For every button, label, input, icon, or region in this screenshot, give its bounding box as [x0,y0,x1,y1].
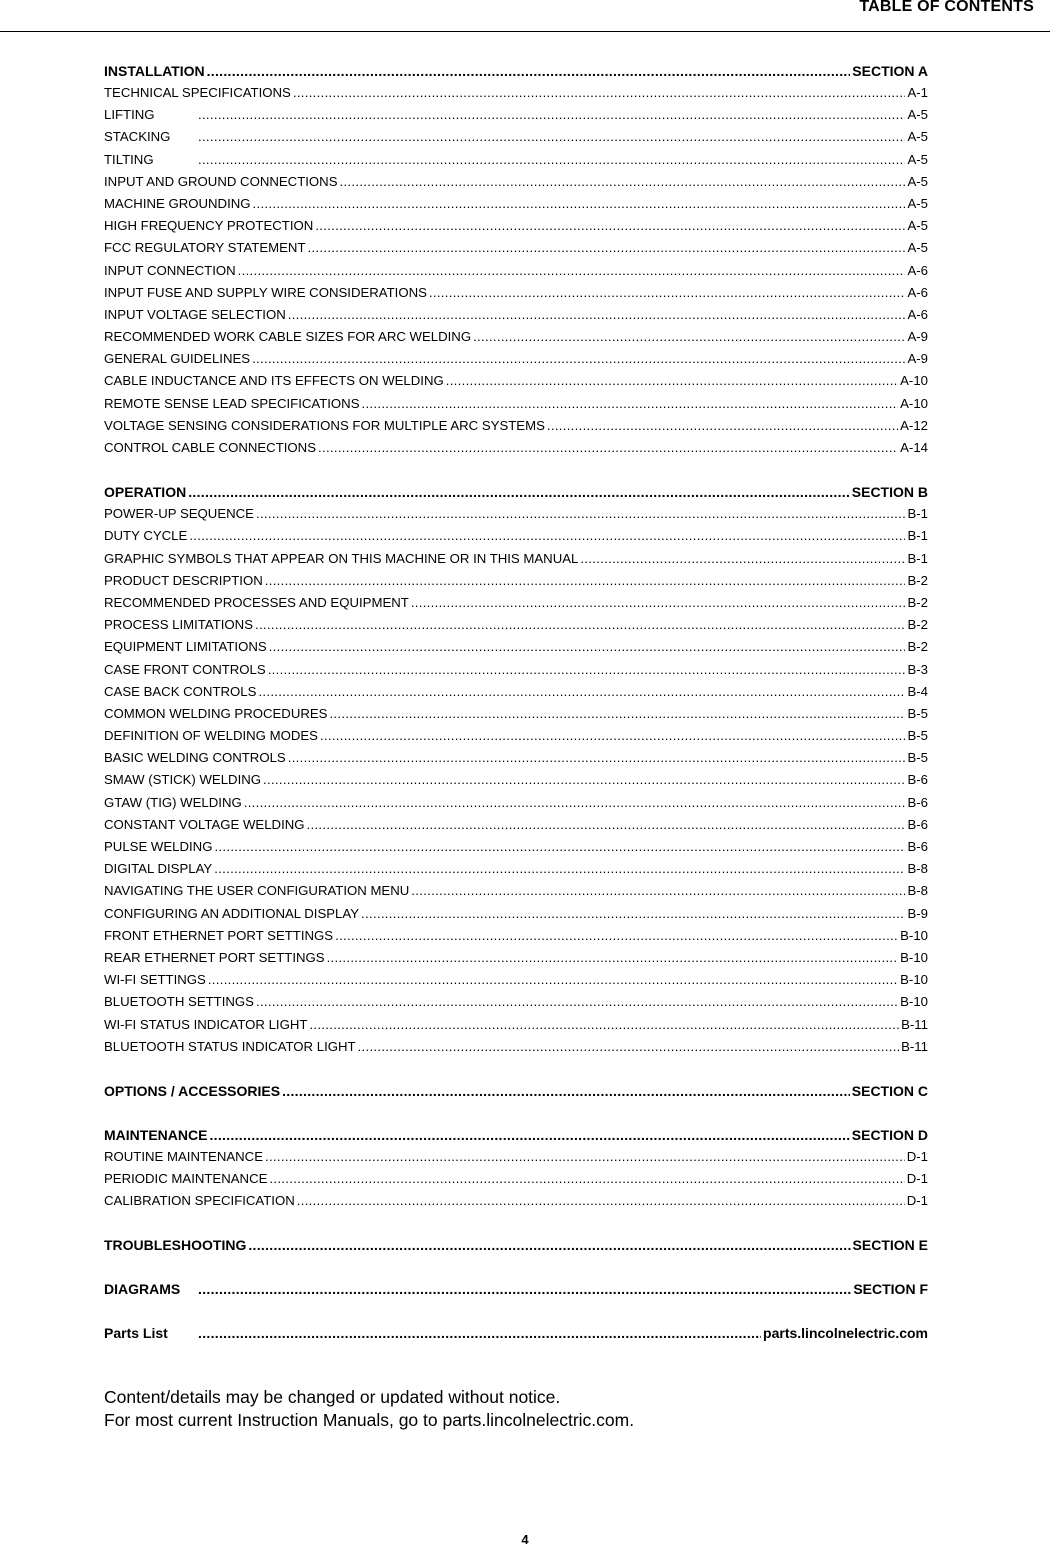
dot-leader [248,1234,850,1256]
toc-entry[interactable] [104,925,928,947]
toc-entry-page: B-1 [907,550,928,566]
toc-entry-title: INPUT CONNECTION [104,262,236,278]
toc-entry-page: A-10 [900,395,928,411]
toc-entry[interactable] [104,126,928,148]
toc-entry-page: SECTION B [851,484,928,501]
toc-entry-title: NAVIGATING THE USER CONFIGURATION MENU [104,883,410,899]
dot-leader [335,925,898,947]
toc-entry-page: B-6 [907,794,928,810]
toc-entry-title: FCC REGULATORY STATEMENT [104,240,306,256]
toc-entry[interactable] [104,370,928,392]
toc-entry[interactable] [104,1190,928,1212]
toc-entry[interactable] [104,215,928,237]
toc-section-b [104,481,928,1058]
toc-entry-title: INPUT AND GROUND CONNECTIONS [104,173,338,189]
toc-entry[interactable] [104,570,928,592]
toc-section-heading[interactable] [104,1124,928,1146]
toc-entry-title: CONSTANT VOLTAGE WELDING [104,816,305,832]
toc-entry-page: B-11 [901,1016,928,1032]
toc-entry-title: REAR ETHERNET PORT SETTINGS [104,949,325,965]
toc-entry-page: D-1 [906,1148,928,1164]
toc-entry-page: A-6 [907,262,928,278]
dot-leader [429,282,906,304]
dot-leader [327,947,899,969]
dot-leader [340,171,906,193]
toc-entry-page: B-6 [907,772,928,788]
toc-entry[interactable] [104,614,928,636]
toc-entry-page: B-1 [907,528,928,544]
dot-leader [256,503,905,525]
toc-entry-page: A-5 [907,107,928,123]
toc-entry[interactable] [104,304,928,326]
toc-entry-page: B-2 [907,617,928,633]
toc-entry-page: B-6 [907,839,928,854]
page-number: 4 [521,1532,529,1547]
toc-entry-title: ROUTINE MAINTENANCE [104,1148,263,1164]
toc-section-e [104,1234,928,1256]
dot-leader [198,1322,761,1344]
toc-entry[interactable] [104,991,928,1013]
toc-section-heading[interactable] [104,1322,928,1344]
toc-entry-title: BLUETOOTH STATUS INDICATOR LIGHT [104,1038,356,1054]
dot-leader [307,814,906,836]
update-notice [104,1386,634,1432]
toc-entry[interactable] [104,282,928,304]
toc-entry[interactable] [104,880,928,902]
toc-entry-page: A-5 [907,240,928,256]
toc-entry-title: CONTROL CABLE CONNECTIONS [104,440,317,455]
toc-entry[interactable] [104,415,928,437]
toc-entry-page: A-1 [907,85,928,100]
dot-leader [282,1080,850,1102]
toc-entry-page: B-5 [907,750,928,766]
toc-entry[interactable] [104,1036,928,1058]
toc-entry-page: B-3 [907,661,928,677]
toc-entry-page: B-8 [907,861,928,877]
toc-entry[interactable] [104,725,928,747]
toc-entry[interactable] [104,326,928,348]
dot-leader [293,82,906,104]
toc-entry-title: MACHINE GROUNDING [104,195,251,211]
dot-leader [258,681,905,703]
toc-entry-title: TROUBLESHOOTING [104,1237,247,1254]
dot-leader [198,1278,851,1300]
toc-entry-title: DEFINITION OF WELDING MODES [104,728,318,744]
dot-leader [207,60,851,82]
dot-leader [252,348,905,370]
toc-section-d [104,1124,928,1213]
toc-entry-title: INPUT FUSE AND SUPPLY WIRE CONSIDERATIONS [104,284,427,300]
dot-leader [198,149,905,171]
toc-entry-title: Parts List [104,1325,168,1342]
toc-entry-page: SECTION A [852,63,928,79]
dot-leader [320,725,906,747]
toc-entry-page: SECTION C [851,1082,928,1099]
toc-entry[interactable] [104,703,928,725]
dot-leader [269,1168,904,1190]
toc-entry-page: B-11 [901,1038,928,1054]
toc-entry[interactable] [104,592,928,614]
toc-entry-page: B-9 [907,905,928,921]
dot-leader [297,1190,905,1212]
toc-entry-title: CABLE INDUCTANCE AND ITS EFFECTS ON WELDING [104,373,444,389]
toc-entry-page: A-5 [907,151,928,167]
toc-entry-title: TECHNICAL SPECIFICATIONS [104,85,291,100]
notice-line-1: Content/details may be changed or updated without notice. [104,1387,561,1407]
toc-entry-title: INPUT VOLTAGE SELECTION [104,306,286,322]
toc-section-parts [104,1322,928,1344]
toc-entry[interactable] [104,1146,928,1168]
toc-entry[interactable] [104,903,928,925]
toc-entry-title: DIGITAL DISPLAY [104,861,213,877]
toc-entry[interactable] [104,548,928,570]
toc-entry-title: PERIODIC MAINTENANCE [104,1171,268,1187]
toc-entry-page: B-8 [907,883,928,899]
dot-leader [411,880,905,902]
toc-entry-title: DUTY CYCLE [104,528,188,544]
toc-entry[interactable] [104,814,928,836]
toc-entry-page: SECTION D [851,1126,928,1143]
toc-entry-title: STACKING [104,129,171,145]
dot-leader [263,769,905,791]
toc-entry-page: B-1 [907,506,928,522]
toc-entry[interactable] [104,260,928,282]
dot-leader [362,393,899,415]
toc-entry-page: B-10 [900,949,928,965]
dot-leader [268,659,906,681]
toc-entry-page: A-9 [907,329,928,345]
toc-entry[interactable] [104,681,928,703]
toc-entry-page: A-5 [907,173,928,189]
dot-leader [309,1014,899,1036]
toc-entry[interactable] [104,969,928,991]
toc-entry-title: POWER-UP SEQUENCE [104,506,254,522]
dot-leader [214,858,905,880]
toc-entry-page: SECTION F [853,1281,928,1298]
toc-entry-page: A-6 [907,284,928,300]
toc-section-f [104,1278,928,1300]
dot-leader [198,126,905,148]
dot-leader [253,193,906,215]
toc-entry-page: B-6 [907,816,928,832]
toc-entry-title: BLUETOOTH SETTINGS [104,994,254,1010]
toc-section-heading[interactable] [104,60,928,82]
toc-section-c [104,1080,928,1102]
notice-line-2: For most current Instruction Manuals, go to parts.lincolnelectric.com. [104,1410,635,1430]
toc-entry-title: REMOTE SENSE LEAD SPECIFICATIONS [104,395,360,411]
toc-entry-page: B-10 [900,972,928,988]
toc-entry-title: GENERAL GUIDELINES [104,351,251,367]
toc-entry-page: A-12 [900,417,928,433]
toc-entry[interactable] [104,348,928,370]
toc-entry-title: MAINTENANCE [104,1126,208,1143]
toc-entry-title: HIGH FREQUENCY PROTECTION [104,218,314,234]
toc-entry[interactable] [104,437,928,459]
dot-leader [318,437,898,459]
toc-entry-page: A-10 [900,373,928,389]
dot-leader [188,481,850,503]
toc-entry-title: INSTALLATION [104,63,205,79]
toc-entry[interactable] [104,104,928,126]
dot-leader [269,636,906,658]
toc-entry-title: GRAPHIC SYMBOLS THAT APPEAR ON THIS MACHINE OR IN THIS MANUAL [104,550,579,566]
toc-entry-page: B-10 [900,994,928,1010]
toc-entry-page: B-10 [900,927,928,943]
toc-entry[interactable] [104,659,928,681]
toc-entry-title: COMMON WELDING PROCEDURES [104,705,328,721]
toc-entry-title: SMAW (STICK) WELDING [104,772,262,788]
dot-leader [265,570,906,592]
toc-section-heading[interactable] [104,1278,928,1300]
toc-entry[interactable] [104,792,928,814]
toc-entry-page: A-5 [907,129,928,145]
toc-entry-page: B-2 [907,594,928,610]
dot-leader [244,792,906,814]
dot-leader [208,969,898,991]
toc-entry-title: PULSE WELDING [104,839,213,854]
dot-leader [580,548,905,570]
dot-leader [288,747,906,769]
toc-section-heading[interactable] [104,1234,928,1256]
toc-entry-title: EQUIPMENT LIMITATIONS [104,639,267,655]
toc-entry-title: WI-FI STATUS INDICATOR LIGHT [104,1016,308,1032]
toc-section-a [104,60,928,459]
dot-leader [265,1146,905,1168]
toc-entry-page: B-5 [907,728,928,744]
toc-entry-page: D-1 [906,1171,928,1187]
toc-entry-title: PRODUCT DESCRIPTION [104,572,263,588]
toc-entry[interactable] [104,636,928,658]
dot-leader [446,370,898,392]
toc-entry-page: A-14 [900,440,928,455]
toc-entry[interactable] [104,393,928,415]
header-divider [0,31,1050,32]
dot-leader [473,326,905,348]
toc-entry-title: PROCESS LIMITATIONS [104,617,253,633]
toc-entry-title: CASE BACK CONTROLS [104,683,257,699]
dot-leader [238,260,906,282]
toc-entry[interactable] [104,747,928,769]
toc-entry-page: D-1 [906,1193,928,1209]
toc-entry[interactable] [104,1168,928,1190]
toc-entry-page: A-6 [907,306,928,322]
toc-entry[interactable] [104,836,928,858]
dot-leader [288,304,906,326]
toc-entry-title: OPTIONS / ACCESSORIES [104,1082,281,1099]
toc-entry-page: B-4 [907,683,928,699]
dot-leader [308,237,906,259]
toc-section-heading[interactable] [104,481,928,503]
toc-entry[interactable] [104,525,928,547]
toc-entry-title: LIFTING [104,107,155,123]
toc-entry-title: VOLTAGE SENSING CONSIDERATIONS FOR MULTIPLE ARC SYSTEMS [104,417,545,433]
toc-entry-page: A-5 [907,218,928,234]
toc-entry-title: TILTING [104,151,154,167]
toc-entry-title: CASE FRONT CONTROLS [104,661,266,677]
dot-leader [411,592,906,614]
toc-entry[interactable] [104,769,928,791]
dot-leader [209,1124,849,1146]
toc-entry[interactable] [104,503,928,525]
toc-entry-title: RECOMMENDED PROCESSES AND EQUIPMENT [104,594,409,610]
toc-entry-title: RECOMMENDED WORK CABLE SIZES FOR ARC WELDING [104,329,472,345]
toc-entry[interactable] [104,149,928,171]
toc-entry-title: DIAGRAMS [104,1281,181,1298]
toc-entry[interactable] [104,947,928,969]
toc-entry[interactable] [104,237,928,259]
toc-entry[interactable] [104,858,928,880]
table-of-contents [104,60,928,1366]
toc-entry-title: CONFIGURING AN ADDITIONAL DISPLAY [104,905,360,921]
toc-entry-page: SECTION E [852,1237,928,1254]
toc-entry[interactable] [104,171,928,193]
toc-entry[interactable] [104,193,928,215]
dot-leader [329,703,905,725]
toc-entry-page: A-9 [907,351,928,367]
toc-entry-page: B-2 [907,572,928,588]
toc-entry-title: CALIBRATION SPECIFICATION [104,1193,295,1209]
dot-leader [256,991,898,1013]
dot-leader [315,215,905,237]
dot-leader [361,903,905,925]
toc-entry[interactable] [104,1014,928,1036]
toc-entry-page: parts.lincolnelectric.com [763,1325,928,1342]
dot-leader [198,104,905,126]
dot-leader [189,525,905,547]
toc-entry-title: BASIC WELDING CONTROLS [104,750,286,766]
toc-entry-title: FRONT ETHERNET PORT SETTINGS [104,927,334,943]
toc-entry-page: A-5 [907,195,928,211]
toc-entry[interactable] [104,82,928,104]
toc-entry-page: B-5 [907,705,928,721]
toc-section-heading[interactable] [104,1080,928,1102]
toc-entry-title: GTAW (TIG) WELDING [104,794,242,810]
toc-entry-title: OPERATION [104,484,187,501]
dot-leader [358,1036,900,1058]
page-header-title: TABLE OF CONTENTS [859,0,1034,15]
dot-leader [214,836,905,858]
dot-leader [255,614,905,636]
toc-entry-title: WI-FI SETTINGS [104,972,206,988]
dot-leader [547,415,898,437]
toc-entry-page: B-2 [907,639,928,655]
